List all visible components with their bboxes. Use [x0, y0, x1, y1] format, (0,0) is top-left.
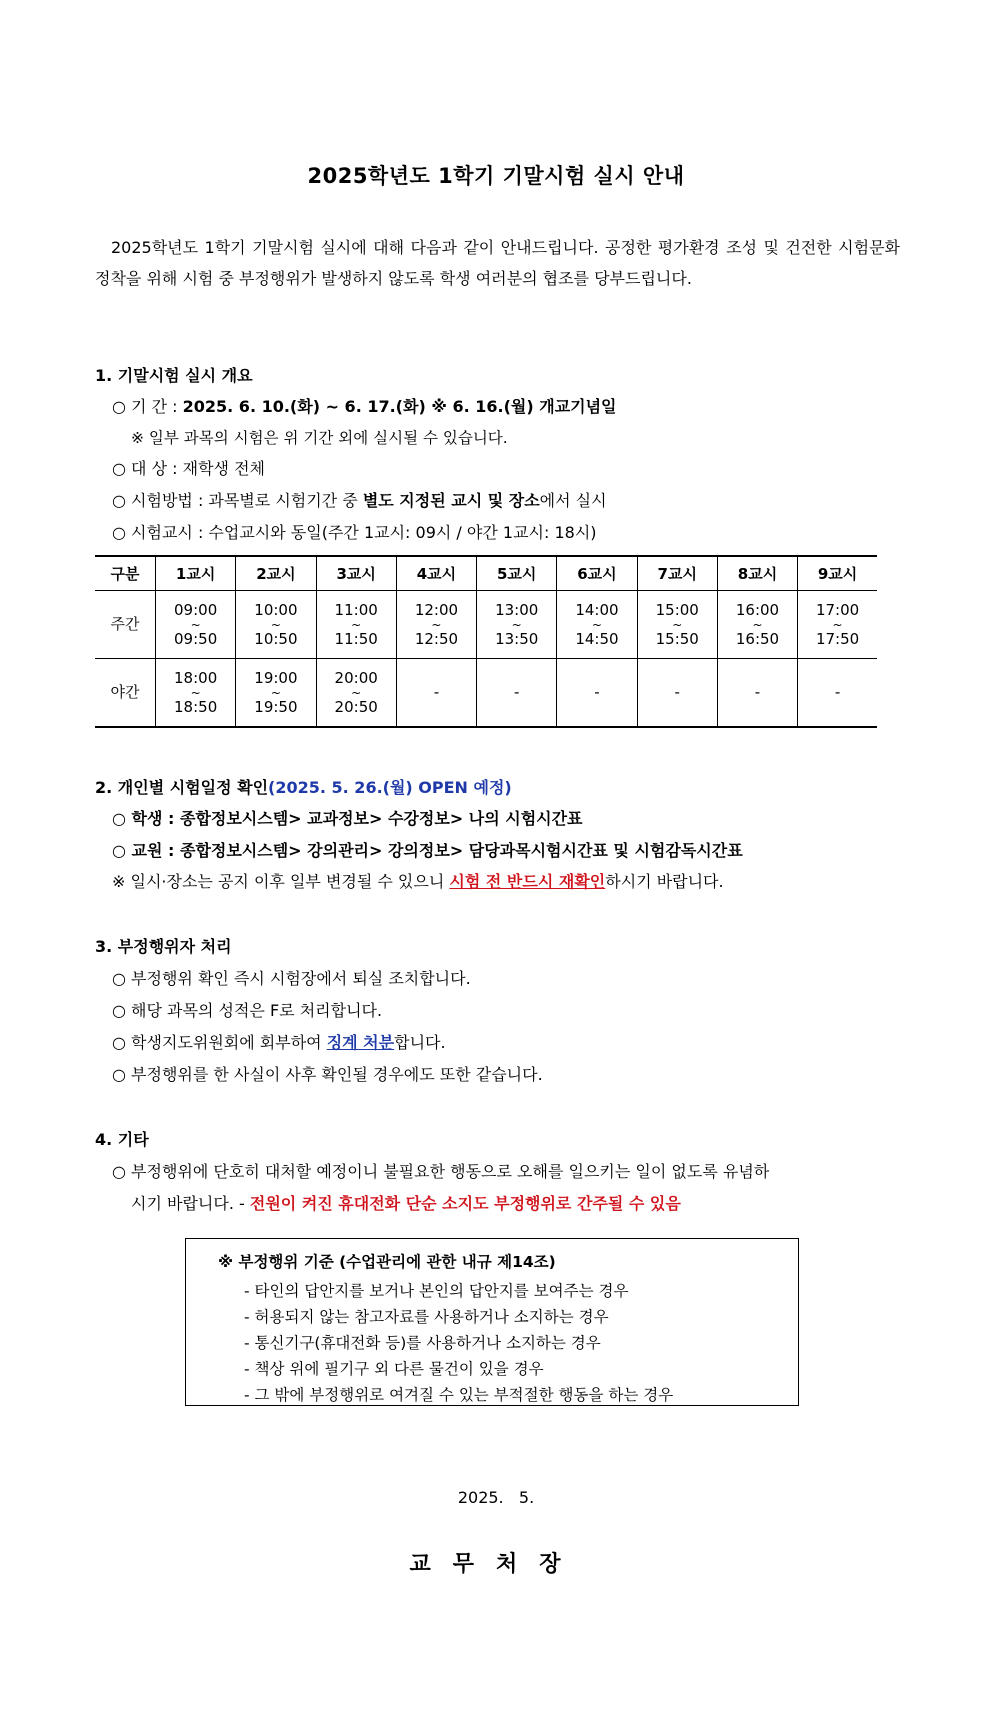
schedule-note-post: 하시기 바랍니다. — [605, 872, 724, 891]
criteria-title: ※ 부정행위 기준 (수업관리에 관한 내규 제14조) — [218, 1253, 556, 1271]
tilde-separator: ~ — [832, 617, 843, 632]
notice-date: 2025. 5. — [457, 1488, 535, 1507]
exam-period-label: ○ 기 간 : — [112, 397, 178, 416]
table-cell-empty: - — [798, 659, 877, 728]
table-header-period: 5교시 — [477, 556, 557, 591]
exam-target-value: 재학생 전체 — [182, 459, 265, 478]
penalty-item-3-discipline: 징계 처분 — [326, 1033, 395, 1052]
table-header-period: 8교시 — [717, 556, 797, 591]
tilde-separator: ~ — [591, 617, 602, 632]
penalty-item-1: ○ 부정행위 확인 즉시 시험장에서 퇴실 조치합니다. — [112, 969, 471, 988]
period-end-time: 16:50 — [735, 629, 780, 648]
period-end-time: 20:50 — [334, 697, 378, 716]
exam-target-line — [112, 456, 265, 479]
table-cell — [557, 591, 637, 659]
tilde-separator: ~ — [190, 617, 201, 632]
table-cell — [316, 591, 396, 659]
period-start-time: 09:00 — [174, 600, 218, 619]
table-cell-empty: - — [637, 659, 717, 728]
penalty-item-3-pre: ○ 학생지도위원회에 회부하여 — [112, 1033, 322, 1052]
tilde-separator: ~ — [351, 617, 362, 632]
etc-line-2-pre: 시기 바랍니다. - — [131, 1194, 245, 1213]
period-start-time: 17:00 — [815, 600, 860, 619]
table-cell — [637, 591, 717, 659]
exam-period-time-line: ○ 시험교시 : 수업교시와 동일(주간 1교시: 09시 / 야간 1교시: 18시) — [112, 523, 597, 542]
period-schedule-table — [95, 555, 877, 728]
section3-heading: 3. 부정행위자 처리 — [95, 937, 232, 956]
table-cell — [156, 591, 236, 659]
table-header-period: 4교시 — [396, 556, 476, 591]
period-end-time: 17:50 — [815, 629, 860, 648]
schedule-note-recheck: 시험 전 반드시 재확인 — [449, 872, 606, 891]
table-row-day — [95, 591, 877, 659]
period-end-time: 11:50 — [334, 629, 378, 648]
tilde-separator: ~ — [351, 685, 362, 700]
table-cell — [396, 591, 476, 659]
tilde-separator: ~ — [190, 685, 201, 700]
period-end-time: 14:50 — [575, 629, 619, 648]
table-cell — [236, 659, 316, 728]
exam-method-line — [112, 488, 607, 511]
table-cell — [798, 591, 877, 659]
tilde-separator: ~ — [672, 617, 683, 632]
section2-open-date: (2025. 5. 26.(월) OPEN 예정) — [268, 778, 512, 797]
table-row-label: 야간 — [110, 683, 140, 701]
criteria-item: - 통신기구(휴대전화 등)를 사용하거나 소지하는 경우 — [244, 1334, 601, 1352]
table-header-period: 1교시 — [156, 556, 236, 591]
section2-heading-text: 2. 개인별 시험일정 확인 — [95, 778, 269, 797]
table-cell-empty: - — [557, 659, 637, 728]
etc-line-2 — [131, 1191, 681, 1214]
period-start-time: 16:00 — [735, 600, 780, 619]
section4-heading: 4. 기타 — [95, 1130, 149, 1149]
intro-paragraph: 2025학년도 1학기 기말시험 실시에 대해 다음과 같이 안내드립니다. 공정한 평가환경 조성 및 건전한 시험문화 정착을 위해 시험 중 부정행위가 발생하지 않도록 학생 여러분의 협조를 당부드립니다. — [95, 238, 900, 288]
tilde-separator: ~ — [270, 617, 281, 632]
period-start-time: 13:00 — [495, 600, 539, 619]
table-cell-empty: - — [396, 659, 476, 728]
table-header-period: 9교시 — [798, 556, 877, 591]
criteria-item: - 허용되지 않는 참고자료를 사용하거나 소지하는 경우 — [244, 1308, 609, 1326]
exam-method-bold: 별도 지정된 교시 및 장소 — [362, 491, 540, 510]
table-header-category: 구분 — [95, 556, 156, 591]
period-end-time: 15:50 — [655, 629, 699, 648]
exam-target-label: ○ 대 상 : — [112, 459, 178, 478]
exam-period-line — [112, 394, 617, 417]
penalty-item-3 — [112, 1030, 446, 1053]
period-start-time: 10:00 — [254, 600, 298, 619]
table-cell-empty: - — [717, 659, 797, 728]
period-end-time: 18:50 — [174, 697, 218, 716]
exam-method-label: ○ 시험방법 : 과목별로 시험기간 중 — [112, 491, 358, 510]
exam-method-tail: 에서 실시 — [539, 491, 607, 510]
page-title: 2025학년도 1학기 기말시험 실시 안내 — [307, 164, 685, 188]
table-cell — [236, 591, 316, 659]
misconduct-criteria-box — [185, 1238, 799, 1406]
period-end-time: 13:50 — [495, 629, 539, 648]
table-header-period: 2교시 — [236, 556, 316, 591]
criteria-item: - 그 밖에 부정행위로 여겨질 수 있는 부적절한 행동을 하는 경우 — [244, 1386, 674, 1404]
period-start-time: 18:00 — [174, 668, 218, 687]
period-start-time: 15:00 — [655, 600, 699, 619]
period-end-time: 19:50 — [254, 697, 298, 716]
period-start-time: 19:00 — [254, 668, 298, 687]
period-end-time: 12:50 — [414, 629, 459, 648]
exam-period-note: ※ 일부 과목의 시험은 위 기간 외에 실시될 수 있습니다. — [131, 429, 508, 447]
period-start-time: 11:00 — [334, 600, 378, 619]
table-row-night — [95, 659, 877, 728]
penalty-item-4: ○ 부정행위를 한 사실이 사후 확인될 경우에도 또한 같습니다. — [112, 1065, 543, 1084]
penalty-item-2: ○ 해당 과목의 성적은 F로 처리합니다. — [112, 1001, 383, 1020]
table-cell — [477, 591, 557, 659]
period-start-time: 12:00 — [414, 600, 459, 619]
table-header-period: 7교시 — [637, 556, 717, 591]
period-start-time: 14:00 — [575, 600, 619, 619]
issuer-signature: 교무처장 — [409, 1552, 583, 1577]
section1-heading: 1. 기말시험 실시 개요 — [95, 366, 253, 385]
table-header-period: 6교시 — [557, 556, 637, 591]
schedule-note-pre: ※ 일시·장소는 공지 이후 일부 변경될 수 있으니 — [112, 872, 445, 891]
tilde-separator: ~ — [270, 685, 281, 700]
schedule-change-note — [112, 869, 724, 892]
penalty-item-3-post: 합니다. — [394, 1033, 446, 1052]
tilde-separator: ~ — [752, 617, 763, 632]
etc-phone-warning: 전원이 켜진 휴대전화 단순 소지도 부정행위로 간주될 수 있음 — [249, 1194, 681, 1213]
criteria-item: - 타인의 답안지를 보거나 본인의 답안지를 보여주는 경우 — [244, 1282, 629, 1300]
faculty-path-line: ○ 교원 : 종합정보시스템> 강의관리> 강의정보> 담당과목시험시간표 및 시험감독시간표 — [112, 841, 743, 860]
table-header-row — [95, 556, 877, 591]
table-cell-empty: - — [477, 659, 557, 728]
table-row-label: 주간 — [95, 591, 156, 659]
exam-period-value: 2025. 6. 10.(화) ~ 6. 17.(화) ※ 6. 16.(월) 개교기념일 — [182, 397, 617, 416]
tilde-separator: ~ — [511, 617, 522, 632]
period-end-time: 09:50 — [174, 629, 218, 648]
table-cell — [156, 659, 236, 728]
tilde-separator: ~ — [431, 617, 442, 632]
criteria-item: - 책상 위에 필기구 외 다른 물건이 있을 경우 — [244, 1360, 544, 1378]
period-end-time: 10:50 — [254, 629, 298, 648]
etc-line-1: ○ 부정행위에 단호히 대처할 예정이니 불필요한 행동으로 오해를 일으키는 일이 없도록 유념하 — [112, 1162, 770, 1181]
table-cell — [316, 659, 396, 728]
table-header-period: 3교시 — [316, 556, 396, 591]
period-start-time: 20:00 — [334, 668, 378, 687]
table-cell — [717, 591, 797, 659]
section2-heading — [95, 775, 512, 798]
student-path-line: ○ 학생 : 종합정보시스템> 교과정보> 수강정보> 나의 시험시간표 — [112, 809, 583, 828]
